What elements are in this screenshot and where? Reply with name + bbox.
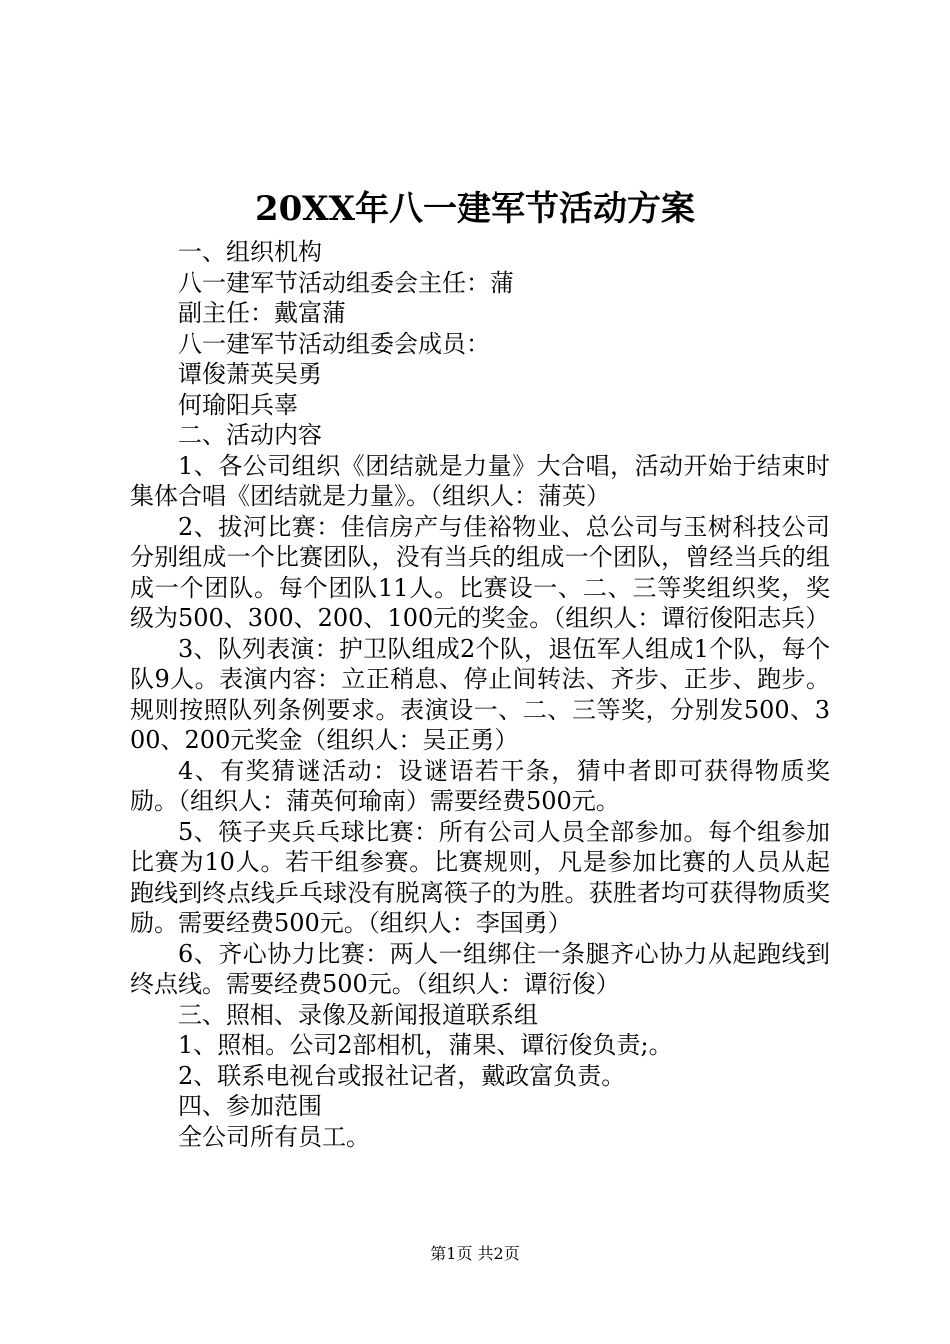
- paragraph: 4、有奖猜谜活动：设谜语若干条，猜中者即可获得物质奖励。（组织人：蒲英何瑜南）需要经费500元。: [130, 756, 830, 815]
- paragraph: 1、照相。公司2部相机，蒲果、谭衍俊负责;。: [178, 1031, 673, 1059]
- section-heading: 二、活动内容: [178, 421, 322, 449]
- section-heading: 一、组织机构: [178, 238, 322, 266]
- document-title: 20XX年八一建军节活动方案: [254, 189, 696, 229]
- page-number-footer: 第1页 共2页: [430, 1244, 520, 1263]
- document-body: [130, 237, 830, 1152]
- paragraph: 5、筷子夹兵乓球比赛：所有公司人员全部参加。每个组参加比赛为10人。若干组参赛。比赛规则，凡是参加比赛的人员从起跑线到终点线乒乓球没有脱离筷子的为胜。获胜者均可获得物质奖励。需要经费500元。（组织人：李国勇）: [130, 817, 830, 937]
- paragraph: 6、齐心协力比赛：两人一组绑住一条腿齐心协力从起跑线到终点线。需要经费500元。（组织人：谭衍俊）: [130, 939, 830, 998]
- paragraph: 谭俊萧英吴勇: [178, 360, 322, 388]
- paragraph: 3、队列表演：护卫队组成2个队，退伍军人组成1个队，每个队9人。表演内容：立正稍息、停止间转法、齐步、正步、跑步。规则按照队列条例要求。表演设一、二、三等奖，分别发500、300、200元奖金（组织人：吴正勇）: [130, 634, 830, 754]
- paragraph: 八一建军节活动组委会主任：蒲: [178, 268, 514, 297]
- paragraph: 1、各公司组织《团结就是力量》大合唱，活动开始于结束时集体合唱《团结就是力量》。（组织人：蒲英）: [130, 451, 830, 510]
- paragraph: 全公司所有员工。: [178, 1122, 370, 1151]
- paragraph: 八一建军节活动组委会成员：: [178, 329, 490, 358]
- paragraph: 2、联系电视台或报社记者，戴政富负责。: [178, 1061, 626, 1090]
- section-heading: 三、照相、录像及新闻报道联系组: [178, 1000, 538, 1029]
- paragraph: 2、拔河比赛：佳信房产与佳裕物业、总公司与玉树科技公司分别组成一个比赛团队，没有当兵的组成一个团队，曾经当兵的组成一个团队。每个团队11人。比赛设一、二、三等奖组织奖，奖级为500、300、200、100元的奖金。（组织人：谭衍俊阳志兵）: [130, 512, 830, 632]
- section-heading: 四、参加范围: [178, 1092, 322, 1120]
- paragraph: 何瑜阳兵辜: [178, 390, 298, 419]
- paragraph: 副主任：戴富蒲: [178, 299, 346, 327]
